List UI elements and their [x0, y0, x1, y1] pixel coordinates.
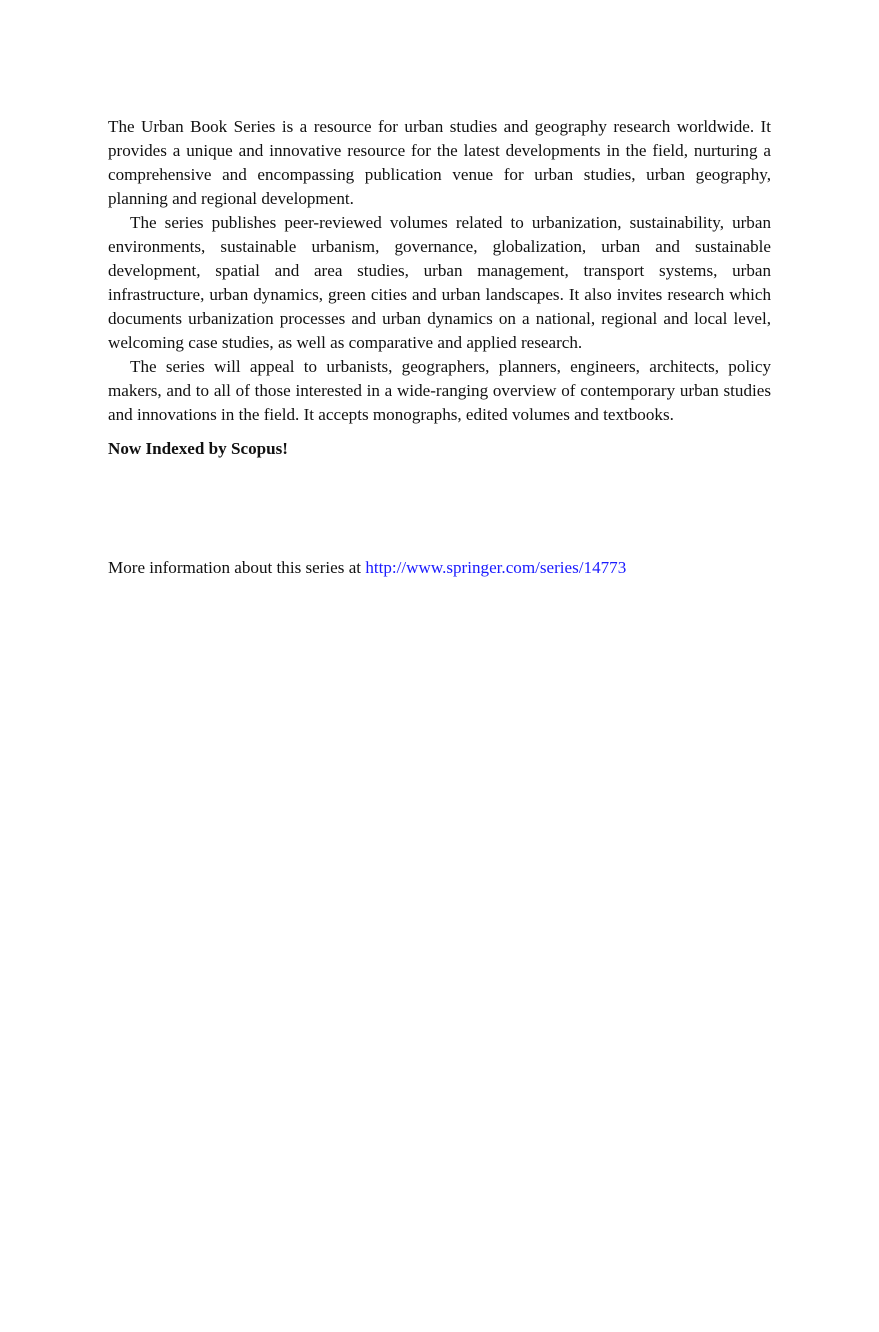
more-info-label: More information about this series at — [108, 558, 366, 577]
paragraph-topics: The series publishes peer-reviewed volumes related to urbanization, sustainability, urban environments, sustainable urbanism, governance, globalization, urban and sustainable development, spatial and area studies, urban management, transport systems, urban infrastructure, urban dynamics, green cities and urban landscapes. It also invites research which documents urbanization processes and urban dynamics on a national, regional and local level, welcoming case studies, as well as comparative and applied research. — [108, 213, 771, 352]
more-info-line — [108, 556, 771, 580]
paragraph-intro: The Urban Book Series is a resource for urban studies and geography research worldwide. It provides a unique and innovative resource for the latest developments in the field, nurturing a comprehensive and encompassing publication venue for urban studies, urban geography, planning and regional development. — [108, 117, 771, 208]
series-description — [108, 115, 771, 461]
indexed-note: Now Indexed by Scopus! — [108, 439, 289, 458]
series-link[interactable]: http://www.springer.com/series/14773 — [365, 558, 627, 577]
paragraph-audience: The series will appeal to urbanists, geographers, planners, engineers, architects, policy makers, and to all of those interested in a wide-ranging overview of contemporary urban studies and innovations in the field. It accepts monographs, edited volumes and textbooks. — [108, 357, 771, 424]
